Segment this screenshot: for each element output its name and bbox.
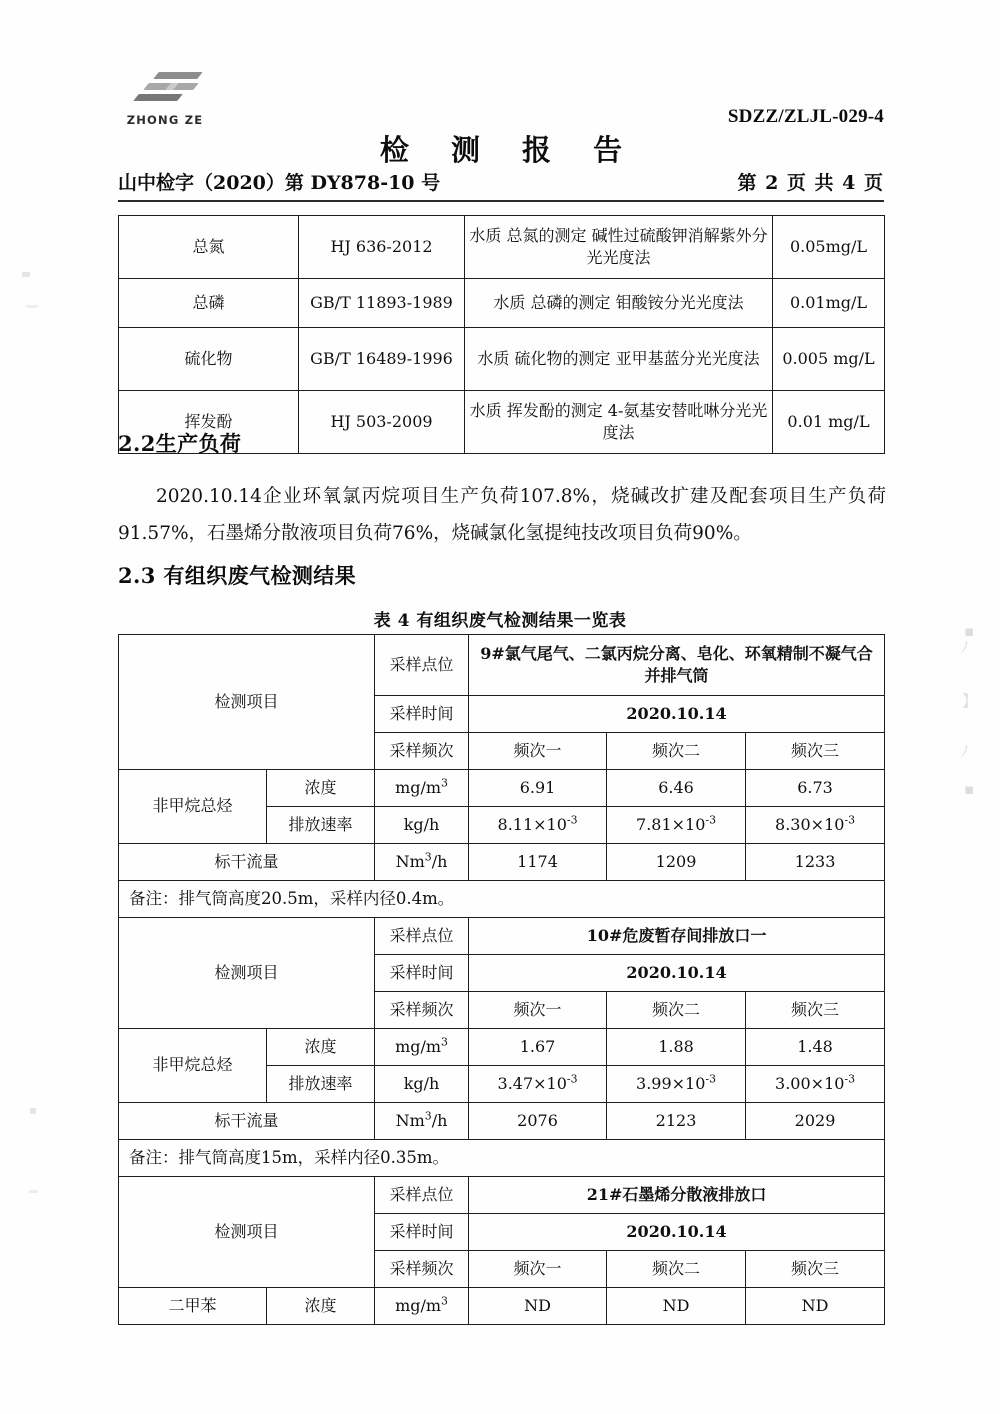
block3-pollutant-name: 二甲苯 [119, 1288, 267, 1325]
zhongze-logo-icon [126, 70, 204, 110]
block2-time-value: 2020.10.14 [469, 955, 885, 992]
block1-rate-value-2: $7.81\times 10^{-3}$ [607, 807, 746, 844]
detection-methods-table [118, 215, 885, 454]
block2-flow-value-3: 2029 [746, 1103, 885, 1140]
block3-conc-value-2: ND [607, 1288, 746, 1325]
block2-pollutant-name: 非甲烷总烃 [119, 1029, 267, 1103]
block1-conc-value-1: 6.91 [469, 770, 607, 807]
block1-freq-header-3: 频次三 [746, 733, 885, 770]
table-row [119, 279, 885, 328]
table-row [119, 328, 885, 391]
header-divider [118, 200, 884, 202]
page-title: 检 测 报 告 [379, 133, 639, 167]
block2-rate-value-3: $3.00\times 10^{-3}$ [746, 1066, 885, 1103]
block2-flow-label: 标干流量 [119, 1103, 375, 1140]
block3-conc-value-3: ND [746, 1288, 885, 1325]
block2-conc-value-3: 1.48 [746, 1029, 885, 1066]
block1-flow-label: 标干流量 [119, 844, 375, 881]
block3-item-label: 检测项目 [119, 1177, 375, 1288]
block1-flow-value-2: 1209 [607, 844, 746, 881]
block1-rate-label: 排放速率 [267, 807, 375, 844]
block2-flow-unit: Nm$^3$/h [375, 1103, 469, 1140]
block1-pollutant-name: 非甲烷总烃 [119, 770, 267, 844]
section-heading-22: 2.2生产负荷 [118, 431, 242, 456]
exhaust-gas-results-table [118, 634, 885, 1325]
table-row [119, 635, 885, 696]
method-name: 挥发酚 [119, 391, 299, 454]
block1-item-label: 检测项目 [119, 635, 375, 770]
block1-time-label: 采样时间 [375, 696, 469, 733]
method-standard: HJ 503-2009 [299, 391, 465, 454]
block2-freq-header-1: 频次一 [469, 992, 607, 1029]
scan-edge-mark: ﾉ [961, 742, 969, 760]
block1-time-value: 2020.10.14 [469, 696, 885, 733]
method-description: 水质 总磷的测定 钼酸铵分光光度法 [465, 279, 773, 328]
report-subheader [118, 168, 884, 198]
block2-time-label: 采样时间 [375, 955, 469, 992]
block3-frequency-label: 采样频次 [375, 1251, 469, 1288]
table-row [119, 918, 885, 955]
block1-rate-value-1: $8.11\times 10^{-3}$ [469, 807, 607, 844]
block1-frequency-label: 采样频次 [375, 733, 469, 770]
block2-conc-value-1: 1.67 [469, 1029, 607, 1066]
block2-point-label: 采样点位 [375, 918, 469, 955]
scan-edge-mark: ▪ [964, 780, 975, 798]
block1-freq-header-2: 频次二 [607, 733, 746, 770]
block2-concentration-unit: $mg/m^3$ [375, 1029, 469, 1066]
method-description: 水质 挥发酚的测定 4-氨基安替吡啉分光光度法 [465, 391, 773, 454]
block3-time-label: 采样时间 [375, 1214, 469, 1251]
block1-concentration-unit: $mg/m^3$ [375, 770, 469, 807]
method-description: 水质 总氮的测定 碱性过硫酸钾消解紫外分光光度法 [465, 216, 773, 279]
method-standard: GB/T 11893-1989 [299, 279, 465, 328]
logo-wordmark: ZHONG ZE [126, 113, 204, 127]
block1-point-label: 采样点位 [375, 635, 469, 696]
block2-freq-header-3: 频次三 [746, 992, 885, 1029]
block1-flow-value-1: 1174 [469, 844, 607, 881]
block2-rate-unit: kg/h [375, 1066, 469, 1103]
method-name: 总氮 [119, 216, 299, 279]
block2-concentration-label: 浓度 [267, 1029, 375, 1066]
block2-rate-label: 排放速率 [267, 1066, 375, 1103]
table-4-caption: 表 4 有组织废气检测结果一览表 [373, 611, 627, 631]
section-heading-23: 2.3 有组织废气检测结果 [118, 563, 357, 588]
block3-point-label: 采样点位 [375, 1177, 469, 1214]
block1-freq-header-1: 频次一 [469, 733, 607, 770]
block3-freq-header-2: 频次二 [607, 1251, 746, 1288]
block3-point-value: 21#石墨烯分散液排放口 [469, 1177, 885, 1214]
section-22-paragraph: 2020.10.14企业环氧氯丙烷项目生产负荷107.8%，烧碱改扩建及配套项目生产负荷91.57%，石墨烯分散液项目负荷76%，烧碱氯化氢提纯技改项目负荷90%。 [118, 486, 886, 544]
scan-speck [29, 1190, 38, 1193]
document-code: SDZZ/ZLJL-029-4 [727, 106, 884, 127]
block2-point-value: 10#危废暂存间排放口一 [469, 918, 885, 955]
block2-item-label: 检测项目 [119, 918, 375, 1029]
block1-concentration-label: 浓度 [267, 770, 375, 807]
block3-concentration-label: 浓度 [267, 1288, 375, 1325]
page-number: 第 2 页 共 4 页 [737, 172, 884, 194]
block1-conc-value-2: 6.46 [607, 770, 746, 807]
table-row [119, 1140, 885, 1177]
table-row [119, 1177, 885, 1214]
table-row [119, 1288, 885, 1325]
table-row [119, 881, 885, 918]
block2-flow-value-2: 2123 [607, 1103, 746, 1140]
block1-flow-unit: Nm$^3$/h [375, 844, 469, 881]
block3-concentration-unit: $mg/m^3$ [375, 1288, 469, 1325]
table-row [119, 844, 885, 881]
block2-conc-value-2: 1.88 [607, 1029, 746, 1066]
scan-speck [22, 272, 30, 277]
block1-flow-value-3: 1233 [746, 844, 885, 881]
block1-rate-value-3: $8.30\times 10^{-3}$ [746, 807, 885, 844]
scan-edge-mark: ▪ [964, 622, 975, 640]
block3-freq-header-3: 频次三 [746, 1251, 885, 1288]
method-description: 水质 硫化物的测定 亚甲基蓝分光光度法 [465, 328, 773, 391]
table-row [119, 216, 885, 279]
block2-freq-header-2: 频次二 [607, 992, 746, 1029]
scan-speck [30, 1108, 36, 1114]
block2-note: 备注：排气筒高度15m，采样内径0.35m。 [119, 1140, 885, 1177]
block1-note: 备注：排气筒高度20.5m，采样内径0.4m。 [119, 881, 885, 918]
method-standard: GB/T 16489-1996 [299, 328, 465, 391]
report-number: 山中检字（2020）第 DY878-10 号 [118, 172, 441, 194]
block2-rate-value-2: $3.99\times 10^{-3}$ [607, 1066, 746, 1103]
method-limit: 0.01 mg/L [773, 391, 885, 454]
block3-conc-value-1: ND [469, 1288, 607, 1325]
block2-rate-value-1: $3.47\times 10^{-3}$ [469, 1066, 607, 1103]
scan-speck [26, 305, 38, 308]
method-limit: 0.05mg/L [773, 216, 885, 279]
block1-rate-unit: kg/h [375, 807, 469, 844]
block3-time-value: 2020.10.14 [469, 1214, 885, 1251]
method-limit: 0.01mg/L [773, 279, 885, 328]
method-standard: HJ 636-2012 [299, 216, 465, 279]
block1-conc-value-3: 6.73 [746, 770, 885, 807]
table-row [119, 1029, 885, 1066]
method-name: 总磷 [119, 279, 299, 328]
method-limit: 0.005 mg/L [773, 328, 885, 391]
scan-edge-mark: 】 [962, 692, 978, 710]
scan-edge-mark: ﾉ [961, 638, 969, 656]
block3-freq-header-1: 频次一 [469, 1251, 607, 1288]
block2-frequency-label: 采样频次 [375, 992, 469, 1029]
block1-point-value: 9#氯气尾气、二氯丙烷分离、皂化、环氧精制不凝气合并排气筒 [469, 635, 885, 696]
company-logo [118, 70, 223, 132]
table-row [119, 1103, 885, 1140]
method-name: 硫化物 [119, 328, 299, 391]
block2-flow-value-1: 2076 [469, 1103, 607, 1140]
table-row [119, 770, 885, 807]
